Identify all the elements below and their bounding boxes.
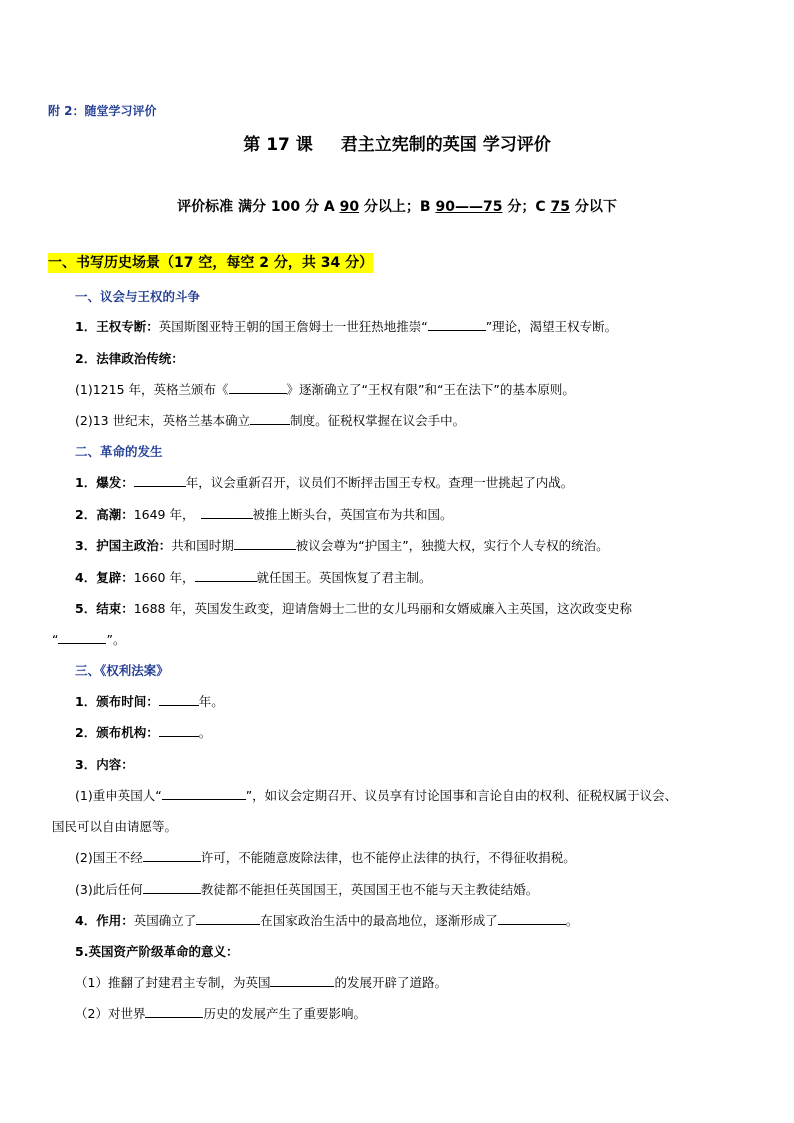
question-text: (2)13 世纪末，英格兰基本确立 xyxy=(75,413,251,428)
question-text: 。 xyxy=(198,725,212,740)
question-3-3-1 xyxy=(75,787,677,805)
answer-blank[interactable] xyxy=(196,912,260,925)
question-2-5-continued xyxy=(52,631,125,649)
answer-blank[interactable] xyxy=(159,693,199,706)
question-text: 。 xyxy=(565,913,579,928)
question-text: 历史的发展产生了重要影响。 xyxy=(203,1006,366,1021)
subsection-heading-bill-of-rights: 三、《权利法案》 xyxy=(75,663,169,678)
question-label: 2．颁布机构： xyxy=(75,725,159,740)
question-3-4 xyxy=(75,912,578,930)
criteria-b-suffix: 分；C xyxy=(502,199,551,215)
grading-criteria xyxy=(0,198,794,216)
question-text: (3)此后任何 xyxy=(75,882,143,897)
answer-blank[interactable] xyxy=(134,474,186,487)
question-text: 在国家政治生活中的最高地位，逐渐形成了 xyxy=(260,913,498,928)
question-label: 2．高潮： xyxy=(75,507,134,522)
criteria-prefix: 评价标准 满分 100 分 A xyxy=(177,199,340,215)
question-text: (1)1215 年，英格兰颁布《 xyxy=(75,382,229,397)
question-3-3-2 xyxy=(75,849,576,867)
question-3-3 xyxy=(75,756,134,774)
answer-blank[interactable] xyxy=(162,787,246,800)
question-text: 许可，不能随意废除法律，也不能停止法律的执行，不得征收捐税。 xyxy=(200,850,576,865)
question-text: 被议会尊为“护国主”，独揽大权，实行个人专权的统治。 xyxy=(295,538,609,553)
question-label: 3．护国主政治： xyxy=(75,538,172,553)
question-2-5 xyxy=(75,600,632,618)
answer-blank[interactable] xyxy=(498,912,566,925)
question-1-2-1 xyxy=(75,381,575,399)
question-3-3-1-continued: 国民可以自由请愿等。 xyxy=(52,819,178,834)
page-title xyxy=(0,136,794,154)
answer-blank[interactable] xyxy=(58,631,106,644)
question-3-1 xyxy=(75,693,224,711)
question-text: 被推上断头台，英国宣布为共和国。 xyxy=(252,507,453,522)
question-text: ”。 xyxy=(106,632,126,647)
question-text: (2)国王不经 xyxy=(75,850,143,865)
criteria-c-score: 75 xyxy=(550,199,570,215)
question-label: 4．复辟： xyxy=(75,570,134,585)
criteria-a-score: 90 xyxy=(339,199,360,215)
question-label: 1．王权专断： xyxy=(75,319,159,334)
question-2-1 xyxy=(75,474,573,492)
question-text: 》逐渐确立了“王权有限”和“王在法下”的基本原则。 xyxy=(286,382,575,397)
answer-blank[interactable] xyxy=(234,537,296,550)
answer-blank[interactable] xyxy=(195,569,257,582)
criteria-c-suffix: 分以下 xyxy=(569,199,617,215)
question-3-3-3 xyxy=(75,881,538,899)
question-text: 就任国王。英国恢复了君主制。 xyxy=(256,570,432,585)
question-2-4 xyxy=(75,569,432,587)
lesson-number: 第 17 课 xyxy=(243,135,313,155)
question-text: ”，如议会定期召开、议员享有讨论国事和言论自由的权利、征税权属于议会、 xyxy=(245,788,678,803)
answer-blank[interactable] xyxy=(229,381,287,394)
appendix-label: 附 2：随堂学习评价 xyxy=(48,104,157,118)
answer-blank[interactable] xyxy=(428,318,486,331)
question-2-2 xyxy=(75,506,453,524)
question-label: 3．内容： xyxy=(75,757,134,772)
answer-blank[interactable] xyxy=(143,881,201,894)
question-label: 5．结束： xyxy=(75,601,134,616)
question-text: “ xyxy=(52,632,59,647)
question-3-2 xyxy=(75,724,211,742)
subsection-heading-revolution: 二、革命的发生 xyxy=(75,444,163,459)
question-label: 1．颁布时间： xyxy=(75,694,159,709)
question-1-2-2 xyxy=(75,412,465,430)
answer-blank[interactable] xyxy=(159,724,199,737)
question-text: 的发展开辟了道路。 xyxy=(334,975,447,990)
question-text: 制度。征税权掌握在议会手中。 xyxy=(290,413,466,428)
question-text: ”理论，渴望王权专断。 xyxy=(485,319,618,334)
question-label: 4．作用： xyxy=(75,913,134,928)
question-text: 年。 xyxy=(198,694,224,709)
question-text: 英国确立了 xyxy=(133,913,197,928)
answer-blank[interactable] xyxy=(143,849,201,862)
question-3-5-1 xyxy=(75,974,447,992)
question-1-1 xyxy=(75,318,617,336)
question-text: (1)重申英国人“ xyxy=(75,788,162,803)
criteria-a-suffix: 分以上；B xyxy=(359,199,436,215)
section-heading: 一、书写历史场景（17 空，每空 2 分，共 34 分） xyxy=(48,255,374,271)
question-text: （1）推翻了封建君主专制，为英国 xyxy=(75,975,271,990)
subsection-heading-parliament: 一、议会与王权的斗争 xyxy=(75,289,201,304)
answer-blank[interactable] xyxy=(270,974,334,987)
criteria-b-range: 90——75 xyxy=(435,199,503,215)
question-1-2 xyxy=(75,350,184,368)
question-text: 教徒都不能担任英国国王，英国国王也不能与天主教徒结婚。 xyxy=(200,882,539,897)
answer-blank[interactable] xyxy=(250,412,290,425)
question-text: 共和国时期 xyxy=(171,538,234,553)
question-text: 英国斯图亚特王朝的国王詹姆士一世狂热地推崇“ xyxy=(158,319,428,334)
question-text: 1660 年， xyxy=(133,570,195,585)
question-text: 年，议会重新召开，议员们不断抨击国王专权。查理一世挑起了内战。 xyxy=(185,475,574,490)
question-label: 2．法律政治传统： xyxy=(75,351,184,366)
question-text: （2）对世界 xyxy=(75,1006,146,1021)
answer-blank[interactable] xyxy=(145,1005,203,1018)
question-3-5-2 xyxy=(75,1005,366,1023)
question-3-5 xyxy=(75,943,238,961)
lesson-topic: 君主立宪制的英国 学习评价 xyxy=(340,135,551,155)
question-2-3 xyxy=(75,537,609,555)
question-text: 1649 年， xyxy=(133,507,195,522)
question-label: 1．爆发： xyxy=(75,475,134,490)
question-label: 5.英国资产阶级革命的意义： xyxy=(75,944,239,959)
question-text: 1688 年，英国发生政变，迎请詹姆士二世的女儿玛丽和女婿威廉入主英国，这次政变史称 xyxy=(133,601,632,616)
answer-blank[interactable] xyxy=(201,506,253,519)
